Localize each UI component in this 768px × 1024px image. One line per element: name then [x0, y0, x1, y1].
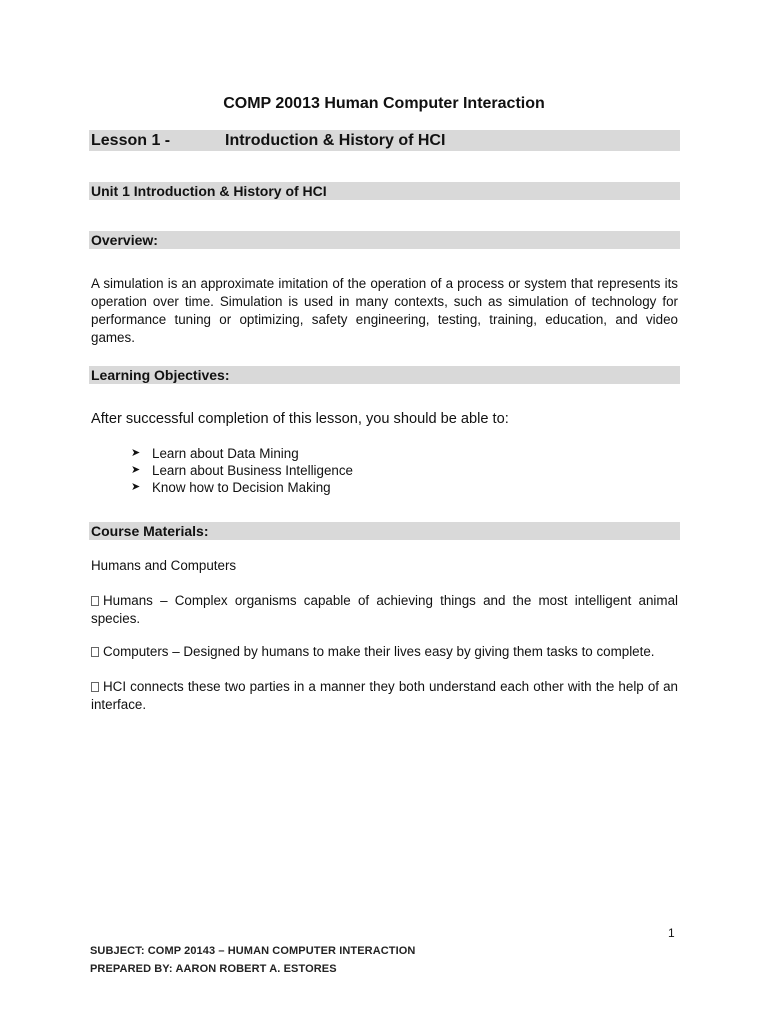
overview-heading: Overview: — [89, 231, 680, 249]
arrowhead-bullet-icon: ➤ — [131, 464, 141, 476]
materials-point-hci — [91, 678, 678, 714]
missing-glyph-box-icon — [91, 682, 99, 692]
materials-point-text: HCI connects these two parties in a manner they both understand each other with the help of an interface. — [91, 679, 678, 712]
missing-glyph-box-icon — [91, 596, 99, 606]
lesson-heading-band — [89, 130, 680, 151]
list-item — [131, 462, 353, 479]
materials-point-text: Humans – Complex organisms capable of achieving things and the most intelligent animal species. — [91, 593, 678, 626]
footer-subject: SUBJECT: COMP 20143 – HUMAN COMPUTER INTERACTION — [90, 945, 416, 957]
arrowhead-bullet-icon: ➤ — [131, 447, 141, 459]
list-item-text: Know how to Decision Making — [152, 480, 331, 495]
list-item — [131, 445, 353, 462]
lesson-title: Introduction & History of HCI — [225, 132, 446, 149]
arrowhead-bullet-icon: ➤ — [131, 481, 141, 493]
materials-heading: Course Materials: — [89, 522, 680, 540]
list-item-text: Learn about Data Mining — [152, 446, 299, 461]
materials-point-text: Computers – Designed by humans to make their lives easy by giving them tasks to complete. — [103, 644, 655, 659]
unit-heading: Unit 1 Introduction & History of HCI — [89, 182, 680, 200]
list-item-text: Learn about Business Intelligence — [152, 463, 353, 478]
course-title: COMP 20013 Human Computer Interaction — [223, 95, 545, 112]
objectives-list — [131, 445, 353, 496]
page-number: 1 — [668, 926, 675, 940]
footer-prepared-by: PREPARED BY: AARON ROBERT A. ESTORES — [90, 963, 337, 975]
list-item — [131, 479, 353, 496]
materials-subheading: Humans and Computers — [91, 558, 237, 573]
objectives-intro: After successful completion of this lesson, you should be able to: — [91, 411, 509, 427]
objectives-heading: Learning Objectives: — [89, 366, 680, 384]
lesson-number: Lesson 1 - — [91, 132, 171, 149]
overview-body: A simulation is an approximate imitation of the operation of a process or system that represents its operation over time. Simulation is used in many contexts, such as simulation of technology for performance tuning or optimizing, safety engineering, testing, training, education, and video games. — [91, 276, 678, 345]
missing-glyph-box-icon — [91, 647, 99, 657]
materials-point-computers — [91, 643, 678, 661]
materials-point-humans — [91, 592, 678, 628]
